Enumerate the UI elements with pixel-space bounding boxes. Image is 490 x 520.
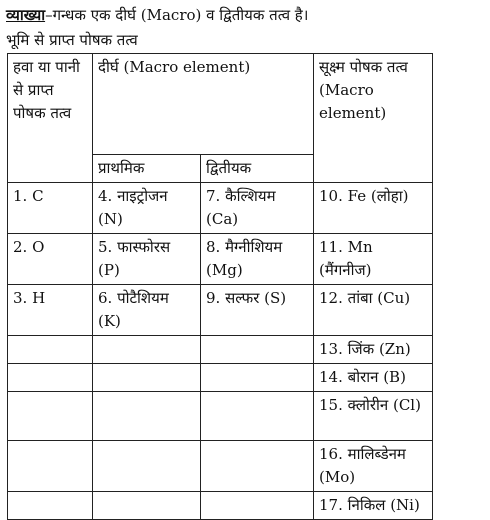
table-row xyxy=(8,492,433,520)
cell-secondary xyxy=(201,364,314,392)
cell-air xyxy=(8,392,93,441)
cell-air xyxy=(8,336,93,364)
cell-air xyxy=(8,364,93,392)
cell-air: 2. O xyxy=(8,234,93,285)
cell-micro: 10. Fe (लोहा) xyxy=(314,183,433,234)
nutrient-table xyxy=(7,53,433,520)
explanation-line xyxy=(6,4,308,27)
table-row xyxy=(8,441,433,492)
cell-secondary: 8. मैग्नीशियम (Mg) xyxy=(201,234,314,285)
explanation-dash: – xyxy=(45,6,53,24)
cell-secondary: 9. सल्फर (S) xyxy=(201,285,314,336)
cell-primary xyxy=(93,392,201,441)
header-macro-elements: दीर्घ (Macro element) xyxy=(93,54,314,155)
cell-micro: 11. Mn (मैंगनीज) xyxy=(314,234,433,285)
explanation-label: व्याख्या xyxy=(6,6,46,24)
cell-micro: 14. बोरान (B) xyxy=(314,364,433,392)
table-row xyxy=(8,336,433,364)
cell-micro: 13. जिंक (Zn) xyxy=(314,336,433,364)
cell-primary: 4. नाइट्रोजन (N) xyxy=(93,183,201,234)
cell-micro: 16. मालिब्डेनम (Mo) xyxy=(314,441,433,492)
cell-primary xyxy=(93,441,201,492)
cell-secondary xyxy=(201,492,314,520)
cell-secondary xyxy=(201,441,314,492)
subheader-primary: प्राथमिक xyxy=(93,155,201,183)
table-row xyxy=(8,234,433,285)
cell-primary: 5. फास्फोरस (P) xyxy=(93,234,201,285)
cell-primary xyxy=(93,364,201,392)
explanation-text: गन्धक एक दीर्घ (Macro) व द्वितीयक तत्व है। xyxy=(52,6,309,24)
cell-primary: 6. पोटैशियम (K) xyxy=(93,285,201,336)
table-row xyxy=(8,364,433,392)
cell-micro: 15. क्लोरीन (Cl) xyxy=(314,392,433,441)
table-row xyxy=(8,285,433,336)
cell-secondary: 7. कैल्शियम (Ca) xyxy=(201,183,314,234)
table-caption: भूमि से प्राप्त पोषक तत्व xyxy=(6,31,138,49)
subheader-secondary: द्वितीयक xyxy=(201,155,314,183)
cell-primary xyxy=(93,492,201,520)
cell-secondary xyxy=(201,336,314,364)
table-row xyxy=(8,392,433,441)
cell-air: 1. C xyxy=(8,183,93,234)
cell-primary xyxy=(93,336,201,364)
cell-secondary xyxy=(201,392,314,441)
header-micro-nutrients: सूक्ष्म पोषक तत्व (Macro element) xyxy=(314,54,433,183)
cell-air: 3. H xyxy=(8,285,93,336)
cell-micro: 17. निकिल (Ni) xyxy=(314,492,433,520)
header-air-water-nutrients: हवा या पानी से प्राप्त पोषक तत्व xyxy=(8,54,93,183)
table-row xyxy=(8,183,433,234)
cell-air xyxy=(8,492,93,520)
cell-air xyxy=(8,441,93,492)
table-header-row xyxy=(8,54,433,155)
cell-micro: 12. तांबा (Cu) xyxy=(314,285,433,336)
